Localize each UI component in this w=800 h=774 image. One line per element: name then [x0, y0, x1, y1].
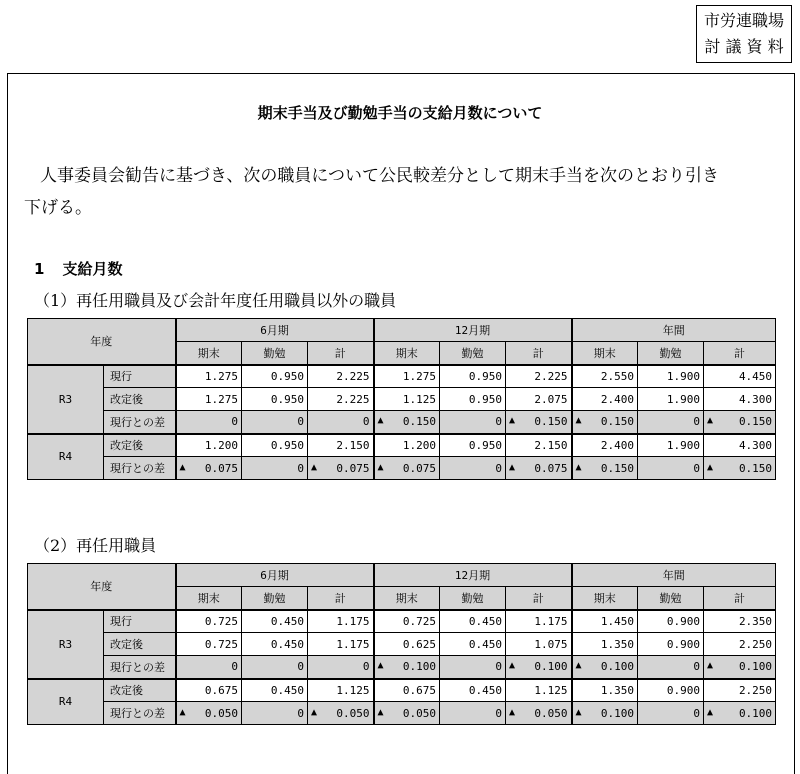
decrease-amount: 0.150	[600, 461, 635, 475]
value-cell: 1.350	[572, 679, 638, 702]
decrease-amount: 0.100	[738, 660, 773, 674]
row-label: 現行	[104, 365, 176, 388]
pay-months-table-2	[27, 563, 776, 725]
header-term-end: 期末	[572, 342, 638, 365]
value-cell	[506, 457, 572, 480]
decrease-amount: 0.150	[534, 415, 568, 429]
header-june-period: 6月期	[176, 319, 374, 342]
value-cell	[572, 457, 638, 480]
value-cell: 0.450	[440, 610, 506, 633]
value-cell	[572, 656, 638, 679]
value-cell: 0.900	[638, 610, 704, 633]
decrease-amount: 0.075	[204, 461, 238, 475]
value-cell: 2.225	[308, 388, 374, 411]
decrease-triangle-icon: ▲	[509, 415, 516, 427]
header-diligence: 勤勉	[242, 342, 308, 365]
value-cell: 0.450	[440, 633, 506, 656]
row-label: 現行	[104, 610, 176, 633]
value-cell: 4.450	[704, 365, 776, 388]
decrease-triangle-icon: ▲	[509, 660, 516, 672]
decrease-triangle-icon: ▲	[179, 706, 186, 718]
decrease-triangle-icon: ▲	[377, 461, 384, 473]
table-row	[28, 411, 776, 434]
value-cell: 1.075	[506, 633, 572, 656]
decrease-amount: 0.100	[402, 660, 437, 674]
header-term-end: 期末	[176, 342, 242, 365]
decrease-triangle-icon: ▲	[575, 461, 582, 473]
value-cell: 0.950	[242, 365, 308, 388]
section-heading	[34, 258, 122, 279]
value-cell: 0	[308, 411, 374, 434]
header-total: 計	[308, 342, 374, 365]
decrease-triangle-icon: ▲	[575, 660, 582, 672]
intro-paragraph	[24, 160, 784, 224]
value-cell: 1.275	[176, 365, 242, 388]
value-cell: 0	[308, 656, 374, 679]
value-cell: 0.725	[176, 633, 242, 656]
decrease-triangle-icon: ▲	[509, 461, 516, 473]
decrease-amount: 0.150	[402, 415, 437, 429]
row-label: 改定後	[104, 679, 176, 702]
decrease-triangle-icon: ▲	[707, 706, 714, 718]
value-cell: 2.225	[506, 365, 572, 388]
value-cell: 0.625	[374, 633, 440, 656]
decrease-triangle-icon: ▲	[377, 660, 384, 672]
pay-months-table-1	[27, 318, 776, 480]
value-cell: 0	[242, 457, 308, 480]
value-cell	[506, 656, 572, 679]
value-cell: 1.200	[374, 434, 440, 457]
header-december-period: 12月期	[374, 564, 572, 587]
header-term-end: 期末	[572, 587, 638, 610]
value-cell: 0	[440, 457, 506, 480]
header-total: 計	[506, 342, 572, 365]
value-cell: 1.175	[308, 633, 374, 656]
value-cell	[308, 457, 374, 480]
row-label: 改定後	[104, 434, 176, 457]
row-label: 現行との差	[104, 702, 176, 725]
table-row	[28, 365, 776, 388]
value-cell: 2.400	[572, 434, 638, 457]
document-title: 期末手当及び勤勉手当の支給月数について	[257, 104, 543, 122]
value-cell: 2.400	[572, 388, 638, 411]
value-cell	[704, 656, 776, 679]
decrease-amount: 0.050	[402, 706, 437, 720]
header-diligence: 勤勉	[440, 587, 506, 610]
decrease-amount: 0.075	[336, 461, 370, 475]
value-cell: 2.250	[704, 633, 776, 656]
header-diligence: 勤勉	[638, 587, 704, 610]
row-label: 改定後	[104, 388, 176, 411]
header-total: 計	[308, 587, 374, 610]
value-cell: 0	[176, 411, 242, 434]
value-cell: 2.150	[506, 434, 572, 457]
decrease-amount: 0.075	[402, 461, 437, 475]
header-diligence: 勤勉	[440, 342, 506, 365]
subsection-2-heading: （2）再任用職員	[34, 536, 157, 555]
value-cell: 1.175	[308, 610, 374, 633]
value-cell	[308, 702, 374, 725]
value-cell	[704, 411, 776, 434]
header-year: 年度	[28, 319, 176, 365]
decrease-amount: 0.075	[534, 461, 568, 475]
value-cell: 0.450	[242, 679, 308, 702]
fiscal-year-cell: R3	[28, 365, 104, 434]
value-cell: 0.450	[242, 610, 308, 633]
value-cell: 0.950	[440, 434, 506, 457]
value-cell: 0	[440, 702, 506, 725]
value-cell: 0	[638, 411, 704, 434]
value-cell: 1.900	[638, 388, 704, 411]
value-cell: 1.275	[176, 388, 242, 411]
decrease-triangle-icon: ▲	[707, 660, 714, 672]
header-december-period: 12月期	[374, 319, 572, 342]
value-cell: 4.300	[704, 434, 776, 457]
decrease-amount: 0.050	[204, 706, 238, 720]
table-row	[28, 656, 776, 679]
value-cell	[506, 411, 572, 434]
table-row	[28, 702, 776, 725]
decrease-triangle-icon: ▲	[707, 461, 714, 473]
value-cell	[176, 702, 242, 725]
header-total: 計	[704, 342, 776, 365]
header-diligence: 勤勉	[242, 587, 308, 610]
header-annual: 年間	[572, 319, 776, 342]
value-cell	[374, 411, 440, 434]
value-cell: 0	[242, 656, 308, 679]
header-annual: 年間	[572, 564, 776, 587]
value-cell: 1.125	[506, 679, 572, 702]
value-cell: 0	[242, 702, 308, 725]
section-label: 支給月数	[62, 260, 123, 278]
value-cell: 1.900	[638, 434, 704, 457]
fiscal-year-cell: R3	[28, 610, 104, 679]
row-label: 現行との差	[104, 656, 176, 679]
fiscal-year-cell: R4	[28, 434, 104, 480]
value-cell: 0.725	[374, 610, 440, 633]
value-cell: 2.225	[308, 365, 374, 388]
value-cell: 4.300	[704, 388, 776, 411]
decrease-triangle-icon: ▲	[509, 706, 516, 718]
header-total: 計	[506, 587, 572, 610]
value-cell: 1.125	[374, 388, 440, 411]
value-cell: 1.175	[506, 610, 572, 633]
fiscal-year-cell: R4	[28, 679, 104, 725]
value-cell: 0.900	[638, 633, 704, 656]
value-cell: 0.450	[440, 679, 506, 702]
row-label: 現行との差	[104, 457, 176, 480]
value-cell: 0	[176, 656, 242, 679]
table-row	[28, 679, 776, 702]
value-cell: 0.900	[638, 679, 704, 702]
header-total: 計	[704, 587, 776, 610]
value-cell	[374, 656, 440, 679]
value-cell	[374, 457, 440, 480]
value-cell: 2.350	[704, 610, 776, 633]
decrease-amount: 0.100	[600, 660, 635, 674]
decrease-triangle-icon: ▲	[311, 461, 318, 473]
value-cell: 0	[440, 656, 506, 679]
value-cell: 1.350	[572, 633, 638, 656]
decrease-triangle-icon: ▲	[575, 415, 582, 427]
table-row	[28, 457, 776, 480]
value-cell: 0	[638, 457, 704, 480]
header-term-end: 期末	[176, 587, 242, 610]
header-diligence: 勤勉	[638, 342, 704, 365]
value-cell: 0.450	[242, 633, 308, 656]
discussion-material-stamp	[696, 5, 792, 63]
value-cell: 1.200	[176, 434, 242, 457]
row-label: 現行との差	[104, 411, 176, 434]
decrease-triangle-icon: ▲	[377, 706, 384, 718]
value-cell: 2.150	[308, 434, 374, 457]
row-label: 改定後	[104, 633, 176, 656]
table-row	[28, 388, 776, 411]
value-cell: 1.275	[374, 365, 440, 388]
decrease-triangle-icon: ▲	[707, 415, 714, 427]
value-cell: 0.950	[440, 365, 506, 388]
value-cell	[704, 457, 776, 480]
table-row	[28, 610, 776, 633]
value-cell	[572, 411, 638, 434]
value-cell: 2.550	[572, 365, 638, 388]
value-cell	[176, 457, 242, 480]
value-cell: 0.950	[242, 388, 308, 411]
decrease-triangle-icon: ▲	[575, 706, 582, 718]
value-cell: 0.725	[176, 610, 242, 633]
section-number: 1	[34, 260, 45, 278]
value-cell: 0.950	[242, 434, 308, 457]
value-cell	[374, 702, 440, 725]
subsection-1-heading: （1）再任用職員及び会計年度任用職員以外の職員	[34, 291, 397, 310]
value-cell: 2.250	[704, 679, 776, 702]
decrease-amount: 0.100	[738, 706, 773, 720]
decrease-amount: 0.150	[738, 461, 773, 475]
value-cell: 0.675	[374, 679, 440, 702]
value-cell	[704, 702, 776, 725]
decrease-amount: 0.100	[600, 706, 635, 720]
value-cell: 2.075	[506, 388, 572, 411]
value-cell: 0	[242, 411, 308, 434]
table-row	[28, 434, 776, 457]
header-term-end: 期末	[374, 587, 440, 610]
intro-line-2: 下げる。	[24, 198, 92, 218]
value-cell: 0.950	[440, 388, 506, 411]
decrease-triangle-icon: ▲	[311, 706, 318, 718]
decrease-triangle-icon: ▲	[377, 415, 384, 427]
decrease-amount: 0.050	[336, 706, 370, 720]
decrease-amount: 0.150	[738, 415, 773, 429]
stamp-line-2: 討 議 資 料	[704, 37, 784, 56]
value-cell: 0	[638, 656, 704, 679]
value-cell: 0.675	[176, 679, 242, 702]
decrease-triangle-icon: ▲	[179, 461, 186, 473]
value-cell: 1.900	[638, 365, 704, 388]
header-june-period: 6月期	[176, 564, 374, 587]
header-term-end: 期末	[374, 342, 440, 365]
value-cell: 0	[638, 702, 704, 725]
stamp-line-1: 市労連職場	[703, 11, 784, 30]
decrease-amount: 0.150	[600, 415, 635, 429]
value-cell	[506, 702, 572, 725]
value-cell	[572, 702, 638, 725]
value-cell: 1.450	[572, 610, 638, 633]
table-row	[28, 633, 776, 656]
header-year: 年度	[28, 564, 176, 610]
intro-line-1: 人事委員会勧告に基づき、次の職員について公民較差分として期末手当を次のとおり引き	[40, 166, 719, 186]
value-cell: 1.125	[308, 679, 374, 702]
value-cell: 0	[440, 411, 506, 434]
decrease-amount: 0.050	[534, 706, 568, 720]
decrease-amount: 0.100	[534, 660, 568, 674]
